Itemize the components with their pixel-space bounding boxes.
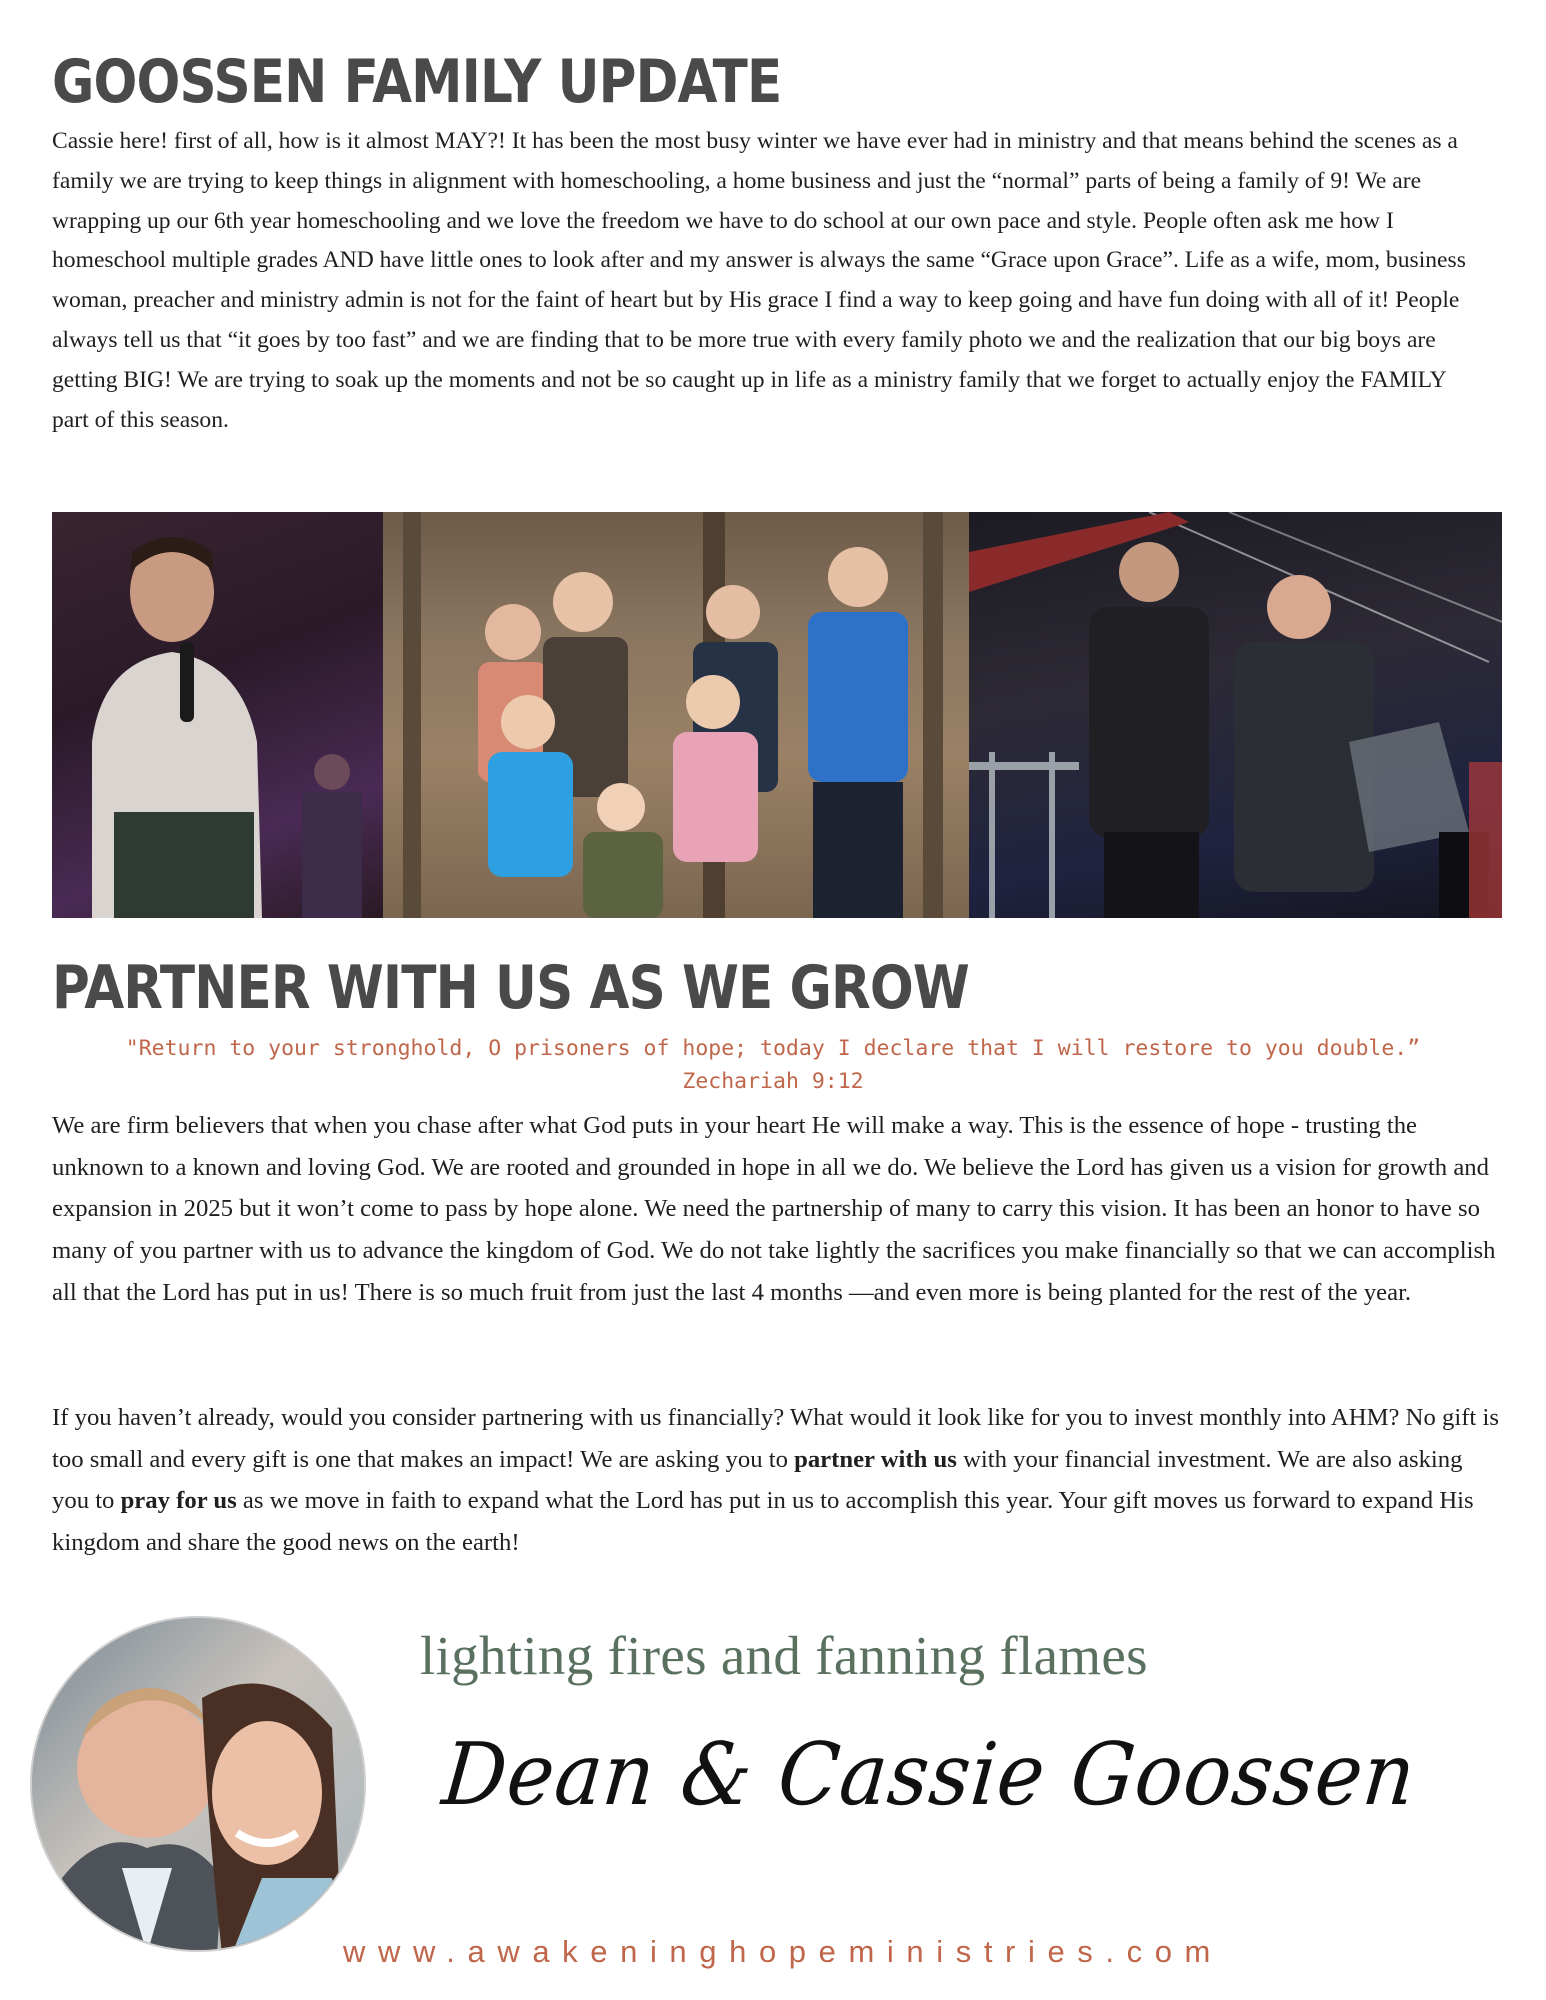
ministry-tagline: lighting fires and fanning flames [420, 1625, 1148, 1686]
family-update-text: Cassie here! first of all, how is it almost MAY?! It has been the most busy winter we have ever had in ministry and that means behind the scenes as a family we are trying to keep things in alignment with homeschooling, a home business and just the “normal” parts of being a family of 9! We are wrapping up our 6th year homeschooling and we love the freedom we have to do school at our own pace and style. People often ask me how I homeschool multiple grades AND have little ones to look after and my answer is always the same “Grace upon Grace”. Life as a wife, mom, business woman, preacher and ministry admin is not for the faint of heart but by His grace I find a way to keep going and have fun doing with all of it! People always tell us that “it goes by too fast” and we are finding that to be more true with every family photo we and the realization that our big boys are getting BIG! We are trying to soak up the moments and not be so caught up in life as a ministry family that we forget to actually enjoy the FAMILY part of this season. [52, 128, 1466, 433]
website-link[interactable]: www.awakeninghopeministries.com [343, 1934, 1223, 1969]
partner-text-part: as we move in faith to expand what the Lord has put in us to accomplish this year. Your gift moves us forward to expand His kingdom and share the good news on the earth! [52, 1487, 1474, 1557]
partner-text-part: with your financial investment. We are also asking you to [52, 1445, 1463, 1515]
photo-dean-and-pastor-on-stage [969, 512, 1502, 918]
scripture-quote: "Return to your stronghold, O prisoners of hope; today I declare that I will restore to you double.” [125, 1036, 1421, 1061]
family-update-heading: GOOSSEN FAMILY UPDATE [52, 47, 782, 117]
signature: Dean & Cassie Goossen [438, 1725, 1421, 1825]
partner-with-us-emphasis: partner with us [794, 1445, 957, 1473]
partner-text-part: If you haven’t already, would you consider partnering with us financially? What would it look like for you to invest monthly into AHM? No gift is too small and every gift is one that makes an impact! We are asking you to [52, 1404, 1499, 1473]
scripture-reference: Zechariah 9:12 [682, 1069, 864, 1094]
dean-and-cassie-photo [30, 1616, 366, 1952]
pray-for-us-emphasis: pray for us [120, 1487, 237, 1515]
partner-paragraph-1: We are firm believers that when you chase after what God puts in your heart He will make a way. This is the essence of hope - trusting the unknown to a known and loving God. We are rooted and grounded in hope in all we do. We believe the Lord has given us a vision for growth and expansion in 2025 but it won’t come to pass by hope alone. We need the partnership of many to carry this vision. It has been an honor to have so many of you partner with us to advance the kingdom of God. We do not take lightly the sacrifices you make financially so that we can accomplish all that the Lord has put in us! There is so much fruit from just the last 4 months —and even more is being planted for the rest of the year. [52, 1112, 1496, 1306]
partner-paragraph-2 [52, 1397, 1502, 1564]
photo-goossen-children [383, 512, 969, 918]
partner-heading: PARTNER WITH US AS WE GROW [52, 953, 969, 1023]
photo-cassie-preaching [52, 512, 383, 918]
photo-strip [52, 512, 1502, 918]
